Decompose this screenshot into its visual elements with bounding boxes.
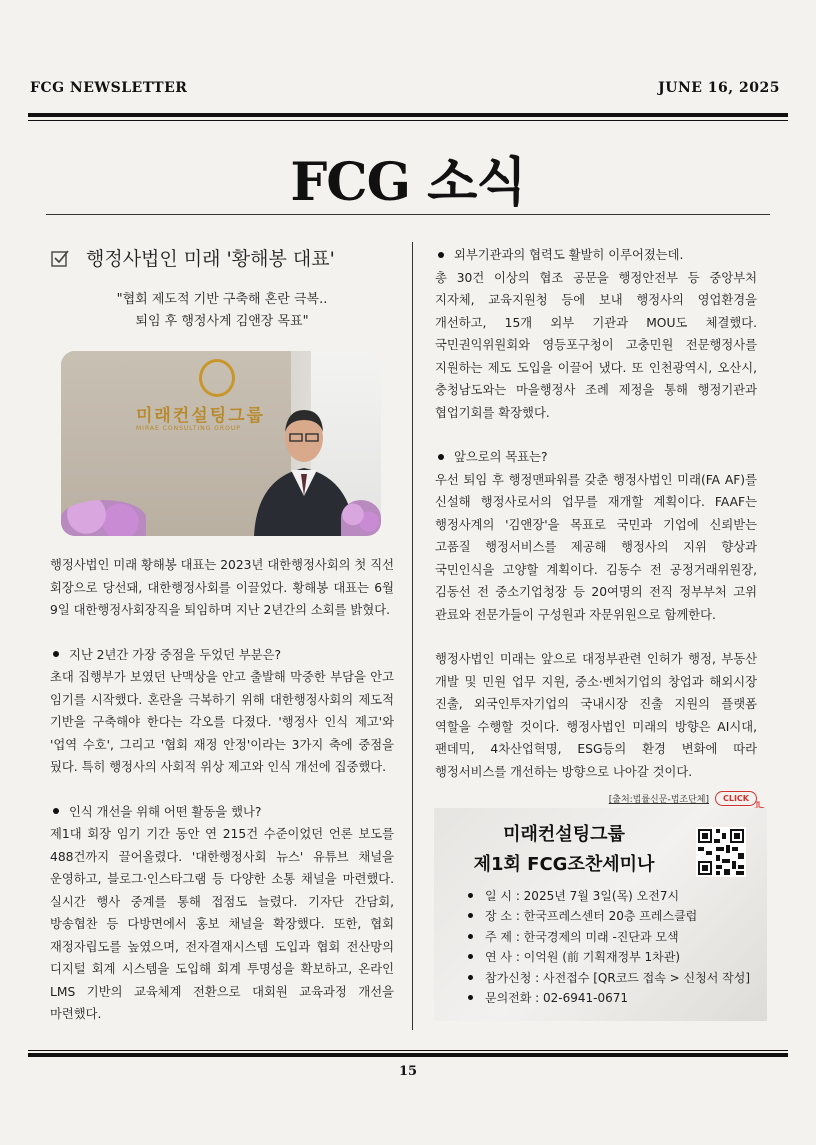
- page-title: FCG 소식: [290, 152, 526, 213]
- article-quote: [50, 289, 394, 333]
- checkbox-icon: [50, 248, 70, 268]
- top-rule: [28, 113, 788, 117]
- bullet-icon: [468, 954, 473, 959]
- bullet-icon: [438, 252, 444, 258]
- article-photo: [61, 351, 381, 536]
- click-button[interactable]: [715, 791, 757, 806]
- top-rule-thin: [28, 120, 788, 121]
- bullet-icon: [438, 454, 444, 460]
- answer-paragraph: 총 30건 이상의 협조 공문을 행정안전부 등 중앙부처 지자체, 교육지원청 등에 보내 행정사의 영업환경을 개선하고, 15개 외부 기관과 MOU도 체결했다. 국민권익위원회와 영등포구청이 고충민원 전문행정사를 지원하는 제도 도입을 이끌어 냈다. 또 인천광역시, 오산시, 충청남도와는 마을행정사 조례 제정을 통해 행정기관과 협업기회를 확장했다.: [435, 270, 757, 420]
- bullet-icon: [468, 893, 473, 898]
- question-text: 인식 개선을 위해 어떤 활동을 했나?: [69, 804, 262, 819]
- seminar-item: [468, 927, 750, 947]
- bullet-icon: [468, 975, 473, 980]
- bullet-icon: [468, 913, 473, 918]
- question-heading: [50, 644, 394, 667]
- seminar-details: [468, 886, 750, 1008]
- answer-paragraph: 초대 집행부가 보였던 난맥상을 안고 출발해 막중한 부담을 안고 임기를 시작했다. 혼란을 극복하기 위해 대한행정사회의 제도적 기반을 구축해야 한다는 각오를 다졌다. '행정사 인식 제고'와 '업역 수호', 그리고 '협회 재정 안정'이라는 3가지 축에 중점을 뒀다. 특히 행정사의 사회적 위상 제고와 인식 개선에 집중했다.: [50, 670, 394, 774]
- qr-code-icon[interactable]: [696, 827, 746, 877]
- seminar-item-text: 주 제 : 한국경제의 미래 -진단과 모색: [485, 929, 679, 944]
- seminar-title: 제1회 FCG조찬세미나: [473, 854, 655, 875]
- bullet-icon: [53, 808, 59, 814]
- source-link[interactable]: [출처:법률신문-법조단체]: [608, 795, 709, 805]
- issue-date: JUNE 16, 2025: [658, 80, 780, 96]
- seminar-item: [468, 988, 750, 1008]
- seminar-item: [468, 968, 750, 988]
- bullet-icon: [468, 995, 473, 1000]
- orchid-decoration: [61, 500, 146, 536]
- click-label: CLICK: [722, 794, 749, 803]
- question-text: 외부기관과의 협력도 활발히 이루어졌는데.: [454, 248, 684, 262]
- seminar-banner: [434, 808, 767, 1021]
- newsletter-label: FCG NEWSLETTER: [30, 80, 188, 96]
- orchid-decoration: [341, 500, 381, 536]
- bullet-icon: [53, 651, 59, 657]
- column-divider: [412, 242, 413, 1030]
- bullet-icon: [468, 934, 473, 939]
- seminar-item-text: 연 사 : 이억원 (前 기획재정부 1차관): [485, 950, 681, 965]
- question-heading: [50, 801, 394, 824]
- answer-paragraph: 제1대 회장 임기 기간 동안 연 215건 수준이었던 언론 보도를 488건까지 끌어올렸다. '대한행정사회 뉴스' 유튜브 채널을 운영하고, 블로그·인스타그램 등 다양한 소통 채널을 마련했다. 실시간 행사 중계를 통해 접점도 늘렸다. 기자단 간담회, 방송협찬 등 다방면에서 홍보 채널을 확장했다. 또한, 협회 재정자립도를 높였으며, 전자결재시스템 도입과 협회 전산망의 디지털 회계 시스템을 도입해 회계 투명성을 확보하고, 온라인 LMS 기반의 교육체계 전환으로 대회원 교육과정 개선을 마련했다.: [50, 827, 394, 1021]
- question-heading: [435, 446, 757, 469]
- photo-sign-subtext: MIRAE CONSULTING GROUP: [136, 425, 241, 432]
- article-intro: 행정사법인 미래 황해봉 대표는 2023년 대한행정사회의 첫 직선 회장으로 당선돼, 대한행정사회를 이끌었다. 황해봉 대표는 6월 9일 대한행정사회장직을 퇴임하며 지난 2년간의 소회를 밝혔다.: [50, 558, 394, 617]
- seminar-item-text: 문의전화 : 02-6941-0671: [485, 991, 629, 1006]
- title-divider: [46, 214, 770, 215]
- bottom-rule: [28, 1053, 788, 1057]
- seminar-item-text: 일 시 : 2025년 7월 3일(목) 오전7시: [485, 889, 680, 903]
- left-column: [50, 240, 394, 1026]
- seminar-item-text: 참가신청 : 사전접수 [QR코드 접속 > 신청서 작성]: [485, 970, 751, 985]
- question-text: 앞으로의 목표는?: [454, 450, 548, 464]
- page-number: 15: [398, 1064, 418, 1079]
- photo-sign-text: 미래컨설팅그룹: [136, 406, 265, 426]
- source-row: [435, 791, 757, 806]
- headline-text: 행정사법인 미래 '황해봉 대표': [86, 248, 335, 270]
- question-heading: [435, 244, 757, 267]
- quote-line: 퇴임 후 행정사계 김앤장 목표": [135, 314, 309, 329]
- company-emblem-icon: [199, 359, 235, 397]
- seminar-item-text: 장 소 : 한국프레스센터 20층 프레스클럽: [485, 909, 698, 924]
- closing-paragraph: 행정사법인 미래는 앞으로 대정부관련 인허가 행정, 부동산 개발 및 민원 업무 지원, 중소·벤처기업의 창업과 해외시장 진출, 외국인투자기업의 국내시장 진출 지원의 플랫폼 역할을 수행할 것이다. 행정사법인 미래의 방향은 AI시대, 팬데믹, 4차산업혁명, ESG등의 환경 변화에 따라 행정서비스를 개선하는 방향으로 나아갈 것이다.: [435, 652, 757, 779]
- bottom-rule-thin: [28, 1050, 788, 1051]
- article-headline: [50, 244, 394, 271]
- seminar-item: [468, 886, 750, 906]
- seminar-item: [468, 906, 750, 926]
- answer-paragraph: 우선 퇴임 후 행정맨파워를 갖춘 행정사법인 미래(FA AF)를 신설해 행정사로서의 업무를 재개할 계획이다. FAAF는 행정사계의 '김앤장'을 목표로 국민과 기업에 신뢰받는 고품질 행정서비스를 제공해 행정사의 지위 향상과 국민인식을 고양할 계획이다. 김동수 전 공정거래위원장, 김동선 전 중소기업청장 등 20여명의 전직 정부부처 고위 관료와 전문가들이 구성원과 자문위원으로 함께한다.: [435, 472, 757, 622]
- quote-line: "협회 제도적 기반 구축해 혼란 극복..: [116, 292, 328, 307]
- right-column: [435, 240, 757, 806]
- seminar-company: 미래컨설팅그룹: [503, 824, 625, 845]
- question-text: 지난 2년간 가장 중점을 두었던 부분은?: [69, 647, 282, 662]
- seminar-item: [468, 947, 750, 967]
